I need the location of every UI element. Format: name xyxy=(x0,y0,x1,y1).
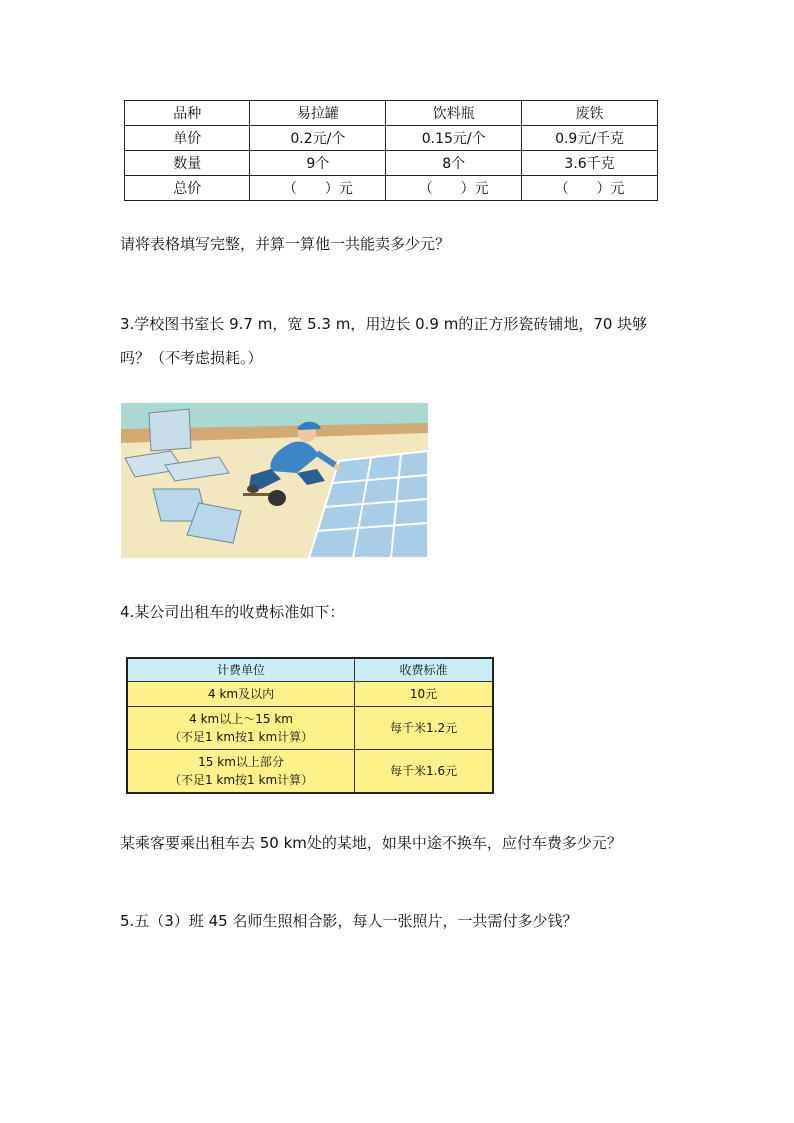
table-row xyxy=(125,126,658,151)
tiling-worker-illustration xyxy=(121,403,428,558)
column-header: 收费标准 xyxy=(355,658,493,682)
table-cell: 3.6千克 xyxy=(522,151,658,176)
question-3-line-1: 3.学校图书室长 9.7 m，宽 5.3 m，用边长 0.9 m的正方形瓷砖铺地，70 块够 xyxy=(120,315,648,333)
table-row xyxy=(125,101,658,126)
answer-blank[interactable]: （ ）元 xyxy=(522,176,658,201)
fare-price-cell: 10元 xyxy=(355,682,493,707)
question-2-text: 请将表格填写完整，并算一算他一共能卖多少元？ xyxy=(120,235,451,253)
price-table xyxy=(124,100,658,201)
fare-unit-cell xyxy=(127,682,355,707)
table-row xyxy=(125,176,658,201)
question-5-text: 5.五（3）班 45 名师生照相合影，每人一张照片，一共需付多少钱？ xyxy=(120,912,578,930)
table-cell: 品种 xyxy=(125,101,250,126)
table-cell: 废铁 xyxy=(522,101,658,126)
answer-blank[interactable]: （ ）元 xyxy=(250,176,386,201)
table-cell: 易拉罐 xyxy=(250,101,386,126)
fare-price-cell: 每千米1.6元 xyxy=(355,750,493,794)
fare-price-cell: 每千米1.2元 xyxy=(355,707,493,750)
fare-unit-line: 4 km以上～15 km xyxy=(189,712,293,726)
table-cell: 8个 xyxy=(386,151,522,176)
fare-unit-cell xyxy=(127,707,355,750)
table-cell: 数量 xyxy=(125,151,250,176)
question-3-line-2: 吗？（不考虑损耗。） xyxy=(120,349,263,367)
fare-unit-note: （不足1 km按1 km计算） xyxy=(168,730,314,744)
fare-unit-note: （不足1 km按1 km计算） xyxy=(168,773,314,787)
table-header-row xyxy=(127,658,493,682)
answer-blank[interactable]: （ ）元 xyxy=(386,176,522,201)
table-cell: 0.2元/个 xyxy=(250,126,386,151)
fare-unit-line: 4 km及以内 xyxy=(208,687,275,701)
table-cell: 9个 xyxy=(250,151,386,176)
table-cell: 0.9元/千克 xyxy=(522,126,658,151)
question-4-text: 某乘客要乘出租车去 50 km处的某地，如果中途不换车，应付车费多少元？ xyxy=(120,834,622,852)
question-4-intro: 4.某公司出租车的收费标准如下： xyxy=(120,603,345,621)
table-row xyxy=(127,750,493,794)
column-header: 计费单位 xyxy=(127,658,355,682)
fare-unit-line: 15 km以上部分 xyxy=(198,755,284,769)
table-cell: 饮料瓶 xyxy=(386,101,522,126)
table-cell: 0.15元/个 xyxy=(386,126,522,151)
table-cell: 总价 xyxy=(125,176,250,201)
table-row xyxy=(125,151,658,176)
fare-table xyxy=(126,657,494,794)
fare-unit-cell xyxy=(127,750,355,794)
table-row xyxy=(127,682,493,707)
table-row xyxy=(127,707,493,750)
table-cell: 单价 xyxy=(125,126,250,151)
